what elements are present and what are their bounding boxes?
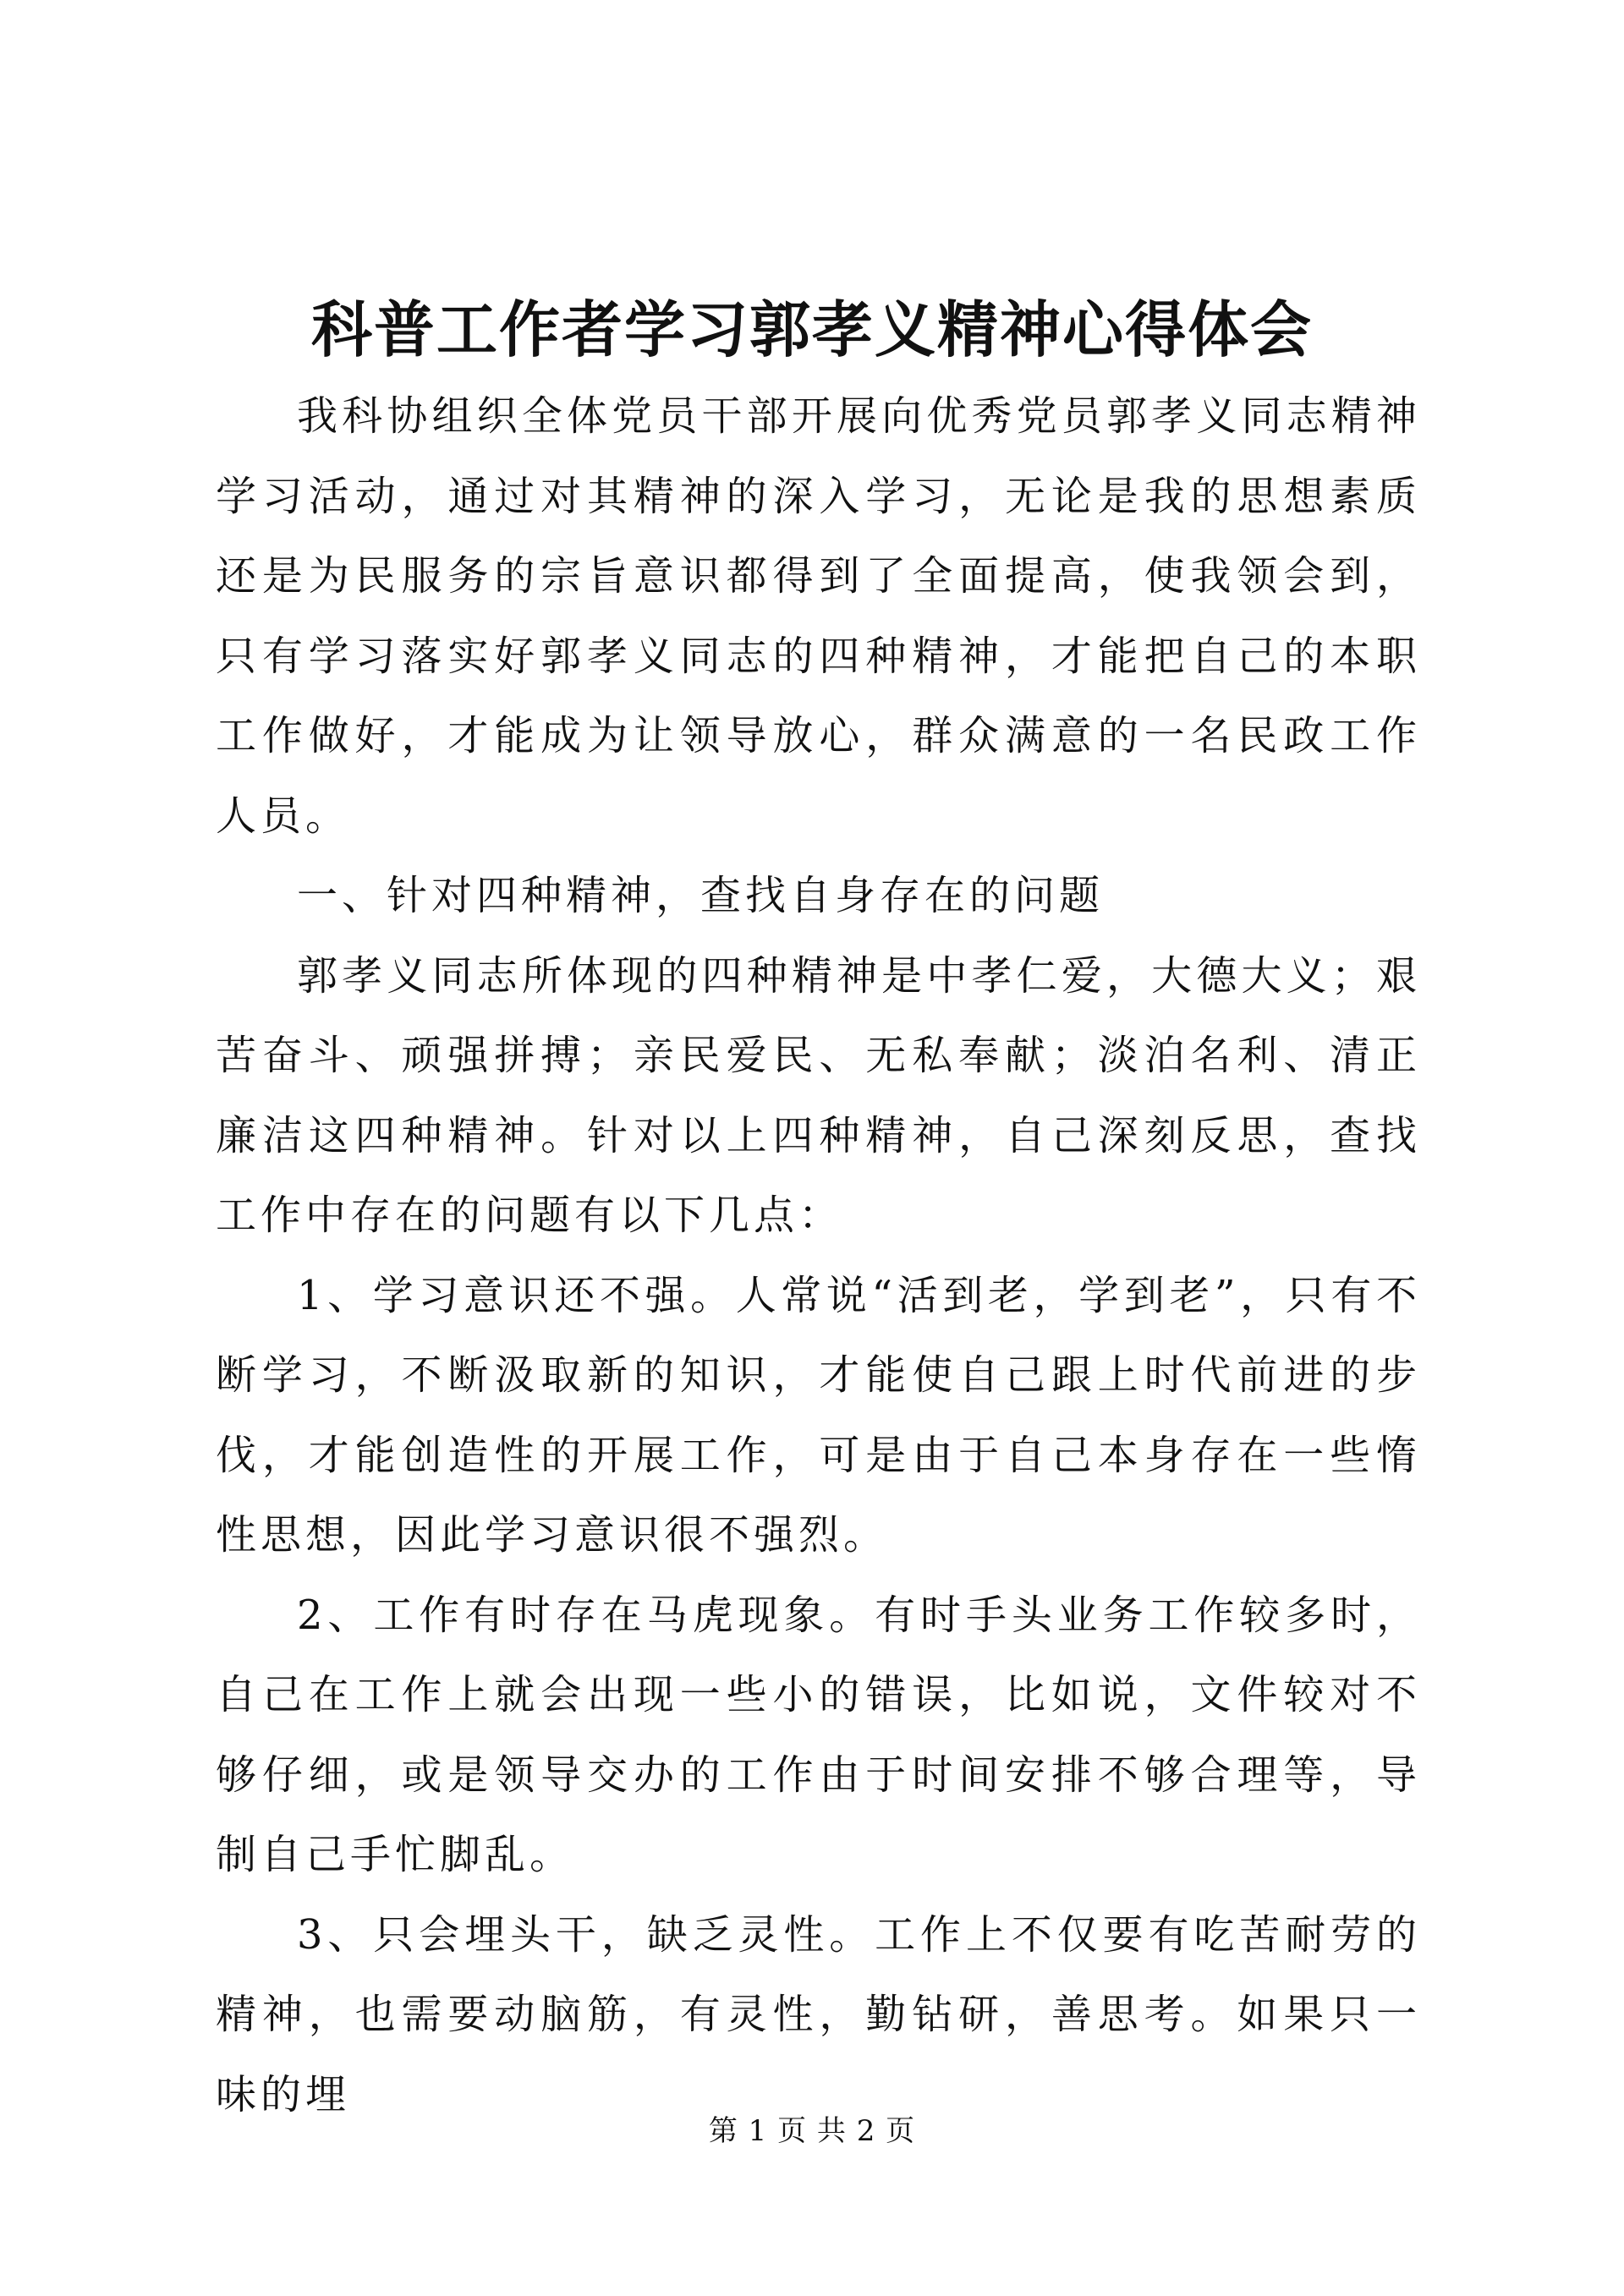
page-number-footer: 第 1 页 共 2 页	[708, 2114, 916, 2148]
paragraph-point-3: 3、只会埋头干，缺乏灵性。工作上不仅要有吃苦耐劳的精神，也需要动脑筋，有灵性，勤钻研，善思考。如果只一味的埋	[216, 1910, 1421, 2118]
document-body	[216, 376, 1421, 2134]
paragraph-point-2: 2、工作有时存在马虎现象。有时手头业务工作较多时，自己在工作上就会出现一些小的错误，比如说，文件较对不够仔细，或是领导交办的工作由于时间安排不够合理等，导制自己手忙脚乱。	[216, 1591, 1421, 1878]
paragraph-intro: 我科协组织全体党员干部开展向优秀党员郭孝义同志精神学习活动，通过对其精神的深入学习，无论是我的思想素质还是为民服务的宗旨意识都得到了全面提高，使我领会到，只有学习落实好郭孝义同志的四种精神，才能把自己的本职工作做好，才能成为让领导放心，群众满意的一名民政工作人员。	[216, 392, 1421, 840]
paragraph-point-1: 1、学习意识还不强。人常说“活到老，学到老”，只有不断学习，不断汲取新的知识，才能使自己跟上时代前进的步伐，才能创造性的开展工作，可是由于自己本身存在一些惰性思想，因此学习意识很不强烈。	[216, 1271, 1421, 1559]
section-heading-1: 一、针对四种精神，查找自身存在的问题	[297, 872, 1105, 919]
paragraph-four-spirits: 郭孝义同志所体现的四种精神是中孝仁爱，大德大义；艰苦奋斗、顽强拼搏；亲民爱民、无私奉献；淡泊名利、清正廉洁这四种精神。针对以上四种精神，自己深刻反思，查找工作中存在的问题有以下几点：	[216, 951, 1421, 1239]
document-title: 科普工作者学习郭孝义精神心得体会	[310, 293, 1313, 365]
